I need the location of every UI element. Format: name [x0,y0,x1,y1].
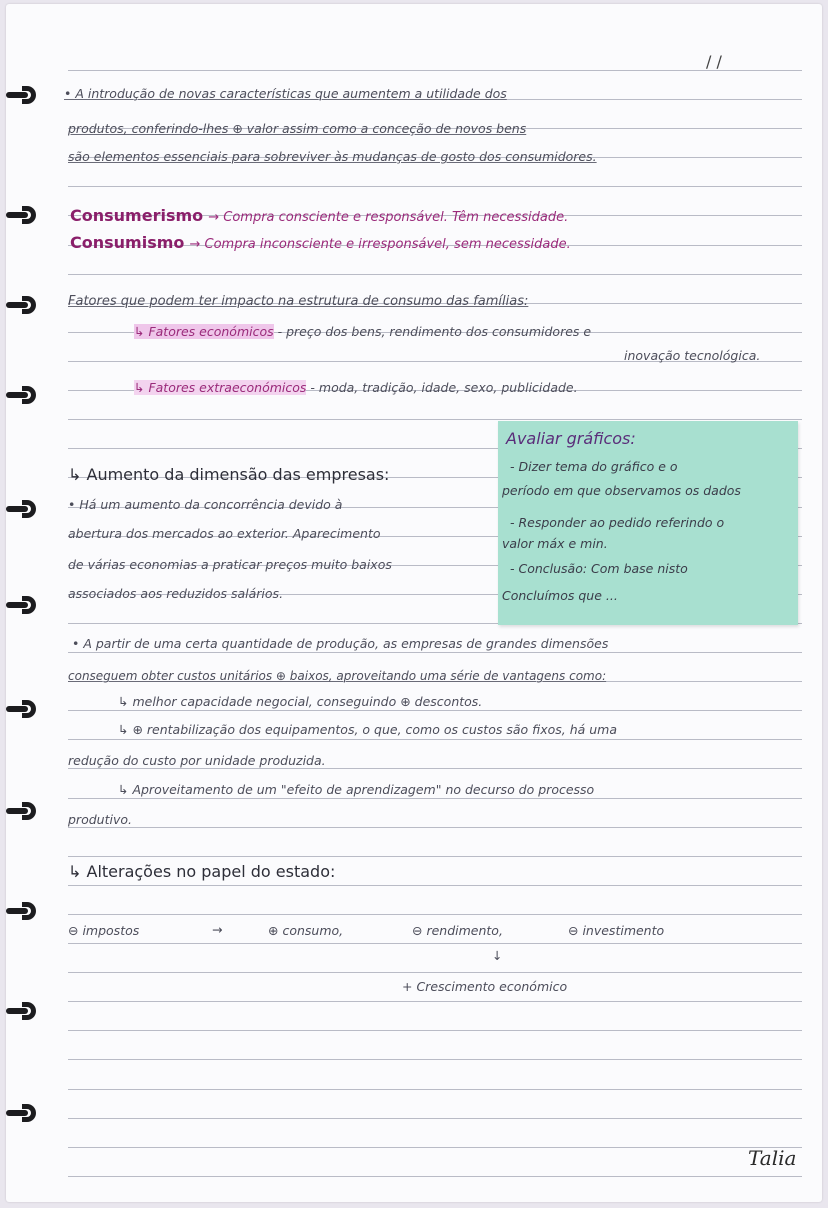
producao-line-5: redução do custo por unidade produzida. [68,753,326,768]
producao-line-2: conseguem obter custos unitários ⊕ baixos, aproveitando uma série de vantagens como: [68,669,607,683]
fatores-extraeconomicos [134,380,578,396]
sticky-title: Avaliar gráficos: [506,429,636,448]
estado-arrow: → [212,922,223,937]
ring-hook [22,1104,36,1122]
ruled-line [68,1176,802,1177]
date-marks: / / [706,52,722,71]
estado-down-arrow: ↓ [492,948,503,963]
ruled-line [68,856,802,857]
estado-crescimento: + Crescimento económico [402,979,568,994]
binder-ring [6,800,40,822]
estado-impostos: ⊖ impostos [68,923,140,938]
producao-line-4: ↳ ⊕ rentabilização dos equipamentos, o que, como os custos são fixos, há uma [118,722,618,737]
ruled-line [68,710,802,711]
ring-hook [22,596,36,614]
intro-line-3: são elementos essenciais para sobreviver às mudanças de gosto dos consumidores. [68,149,597,164]
binder-ring [6,384,40,406]
ruled-line [68,739,802,740]
intro-line-1: • A introdução de novas características que aumentem a utilidade dos [64,86,507,101]
ruled-line [68,1059,802,1060]
aumento-line-2: abertura dos mercados ao exterior. Aparecimento [68,526,381,541]
binder-ring [6,498,40,520]
binder-ring [6,594,40,616]
binder-ring [6,204,40,226]
binder-ring [6,698,40,720]
consumerismo-term: Consumerismo [70,206,204,225]
ruled-line [68,1147,802,1148]
fatores-extra-text: - moda, tradição, idade, sexo, publicidade. [310,380,578,395]
ring-hook [22,1002,36,1020]
estado-rendimento: ⊖ rendimento, [412,923,503,938]
ruled-line [68,419,802,420]
ring-hook [22,86,36,104]
fatores-economicos [134,324,591,340]
binder-ring [6,84,40,106]
aumento-line-4: associados aos reduzidos salários. [68,586,284,601]
fatores-economicos-text: - preço dos bens, rendimento dos consumidores e [277,324,592,339]
sticky-line-3: - Responder ao pedido referindo o [510,515,725,530]
aumento-line-1: • Há um aumento da concorrência devido à [68,497,343,512]
binder-ring [6,294,40,316]
sticky-note [498,421,798,625]
ruled-line [68,652,802,653]
sticky-line-5: - Conclusão: Com base nisto [510,561,688,576]
fatores-extra-label: ↳ Fatores extraeconómicos [134,380,307,395]
ruled-line [68,1089,802,1090]
ruled-line [68,885,802,886]
ring-hook [22,902,36,920]
ruled-line [68,274,802,275]
notebook-page [6,4,822,1202]
signature: Talia [748,1146,797,1170]
ring-hook [22,296,36,314]
binder-ring [6,1102,40,1124]
ring-hook [22,802,36,820]
ruled-line [68,70,802,71]
binder-ring [6,900,40,922]
ruled-line [68,186,802,187]
ruled-line [68,1030,802,1031]
producao-line-1: • A partir de uma certa quantidade de produção, as empresas de grandes dimensões [72,636,609,651]
definition-consumismo [70,235,571,253]
ruled-line [68,972,802,973]
sticky-line-2: período em que observamos os dados [502,483,741,498]
fatores-intro: Fatores que podem ter impacto na estrutura de consumo das famílias: [68,294,529,309]
ruled-line [68,1001,802,1002]
ruled-line [68,943,802,944]
fatores-economicos-cont: inovação tecnológica. [624,348,761,363]
aumento-line-3: de várias economias a praticar preços muito baixos [68,557,392,572]
consumerismo-definition: → Compra consciente e responsável. Têm necessidade. [208,210,569,225]
ruled-line [68,1118,802,1119]
binder-ring [6,1000,40,1022]
estado-heading: ↳ Alterações no papel do estado: [68,862,336,881]
ruled-line [68,827,802,828]
sticky-line-4: valor máx e min. [502,536,608,551]
ring-hook [22,500,36,518]
producao-line-7: produtivo. [68,812,132,827]
ring-hook [22,700,36,718]
estado-investimento: ⊖ investimento [568,923,665,938]
ring-hook [22,206,36,224]
ruled-line [68,798,802,799]
producao-line-6: ↳ Aproveitamento de um "efeito de aprendizagem" no decurso do processo [118,782,595,797]
producao-line-3: ↳ melhor capacidade negocial, conseguindo ⊕ descontos. [118,694,483,709]
fatores-economicos-label: ↳ Fatores económicos [134,324,274,339]
ruled-line [68,914,802,915]
intro-line-2: produtos, conferindo-lhes ⊕ valor assim como a conceção de novos bens [68,121,527,136]
sticky-line-6: Concluímos que ... [502,588,618,603]
consumismo-term: Consumismo [70,233,185,252]
aumento-heading: ↳ Aumento da dimensão das empresas: [68,465,390,484]
ring-hook [22,386,36,404]
sticky-line-1: - Dizer tema do gráfico e o [510,459,678,474]
definition-consumerismo [70,208,568,226]
consumismo-definition: → Compra inconsciente e irresponsável, sem necessidade. [189,237,571,252]
estado-consumo: ⊕ consumo, [268,923,344,938]
